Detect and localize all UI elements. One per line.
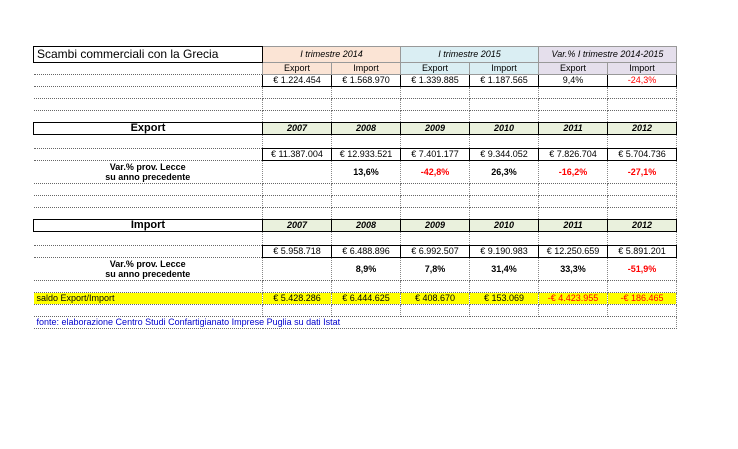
trade-table [33,46,677,329]
saldo-value: -€ 4.423.955 [539,293,608,305]
import-value: € 9.190.983 [470,246,539,258]
import-year: 2010 [470,220,539,232]
export-years-row [34,123,677,135]
import-value: € 6.488.896 [332,246,401,258]
export-year: 2010 [470,123,539,135]
subheader-row [34,63,677,75]
import-value: € 6.992.507 [401,246,470,258]
import-year: 2009 [401,220,470,232]
import-var-row [34,258,677,281]
export-var-row [34,161,677,184]
import-var-label: Var.% prov. Lecce su anno precedente [34,258,263,281]
period-2014-header: I trimestre 2014 [263,47,401,63]
export-value: € 5.704.736 [608,149,677,161]
saldo-value: € 5.428.286 [263,293,332,305]
saldo-label: saldo Export/Import [34,293,263,305]
saldo-value: € 408.670 [401,293,470,305]
export-year: 2012 [608,123,677,135]
import-2014-header: Import [332,63,401,75]
import-var: 33,3% [539,258,608,281]
source-note: fonte: elaborazione Centro Studi Confartigianato Imprese Puglia su dati Istat [34,317,677,329]
import-var: 7,8% [401,258,470,281]
spreadsheet [33,46,677,329]
import-var: 8,9% [332,258,401,281]
import-2015-header: Import [470,63,539,75]
import-2015-value: € 1.187.565 [470,75,539,87]
import-value: € 5.891.201 [608,246,677,258]
import-var: -51,9% [608,258,677,281]
export-2015-value: € 1.339.885 [401,75,470,87]
saldo-row [34,293,677,305]
export-value: € 12.933.521 [332,149,401,161]
saldo-value: € 153.069 [470,293,539,305]
export-value: € 9.344.052 [470,149,539,161]
export-values-row [34,149,677,161]
period-var-header: Var.% I trimestre 2014-2015 [539,47,677,63]
export-value: € 7.826.704 [539,149,608,161]
export-var-label: Var.% prov. Lecce su anno precedente [34,161,263,184]
export-var-header: Export [539,63,608,75]
export-2014-header: Export [263,63,332,75]
export-year: 2009 [401,123,470,135]
import-section-title: Import [34,220,263,232]
export-2015-header: Export [401,63,470,75]
import-var-value: -24,3% [608,75,677,87]
import-var: 31,4% [470,258,539,281]
saldo-value: € 6.444.625 [332,293,401,305]
export-var-value: 9,4% [539,75,608,87]
import-year: 2012 [608,220,677,232]
saldo-value: -€ 186.465 [608,293,677,305]
import-years-row [34,220,677,232]
import-year: 2007 [263,220,332,232]
import-value: € 5.958.718 [263,246,332,258]
export-value: € 11.387.004 [263,149,332,161]
import-var-header: Import [608,63,677,75]
export-section-title: Export [34,123,263,135]
export-var: 26,3% [470,161,539,184]
note-row [34,317,677,329]
import-value: € 12.250.659 [539,246,608,258]
export-year: 2008 [332,123,401,135]
export-var: -42,8% [401,161,470,184]
export-year: 2011 [539,123,608,135]
export-var: 13,6% [332,161,401,184]
import-2014-value: € 1.568.970 [332,75,401,87]
import-year: 2008 [332,220,401,232]
export-2014-value: € 1.224.454 [263,75,332,87]
header-row [34,47,677,63]
export-var: -27,1% [608,161,677,184]
export-var: -16,2% [539,161,608,184]
period-2015-header: I trimestre 2015 [401,47,539,63]
import-values-row [34,246,677,258]
sheet-title: Scambi commerciali con la Grecia [34,47,263,63]
export-value: € 7.401.177 [401,149,470,161]
import-year: 2011 [539,220,608,232]
quarter-values-row [34,75,677,87]
import-var [263,258,332,281]
export-var [263,161,332,184]
export-year: 2007 [263,123,332,135]
